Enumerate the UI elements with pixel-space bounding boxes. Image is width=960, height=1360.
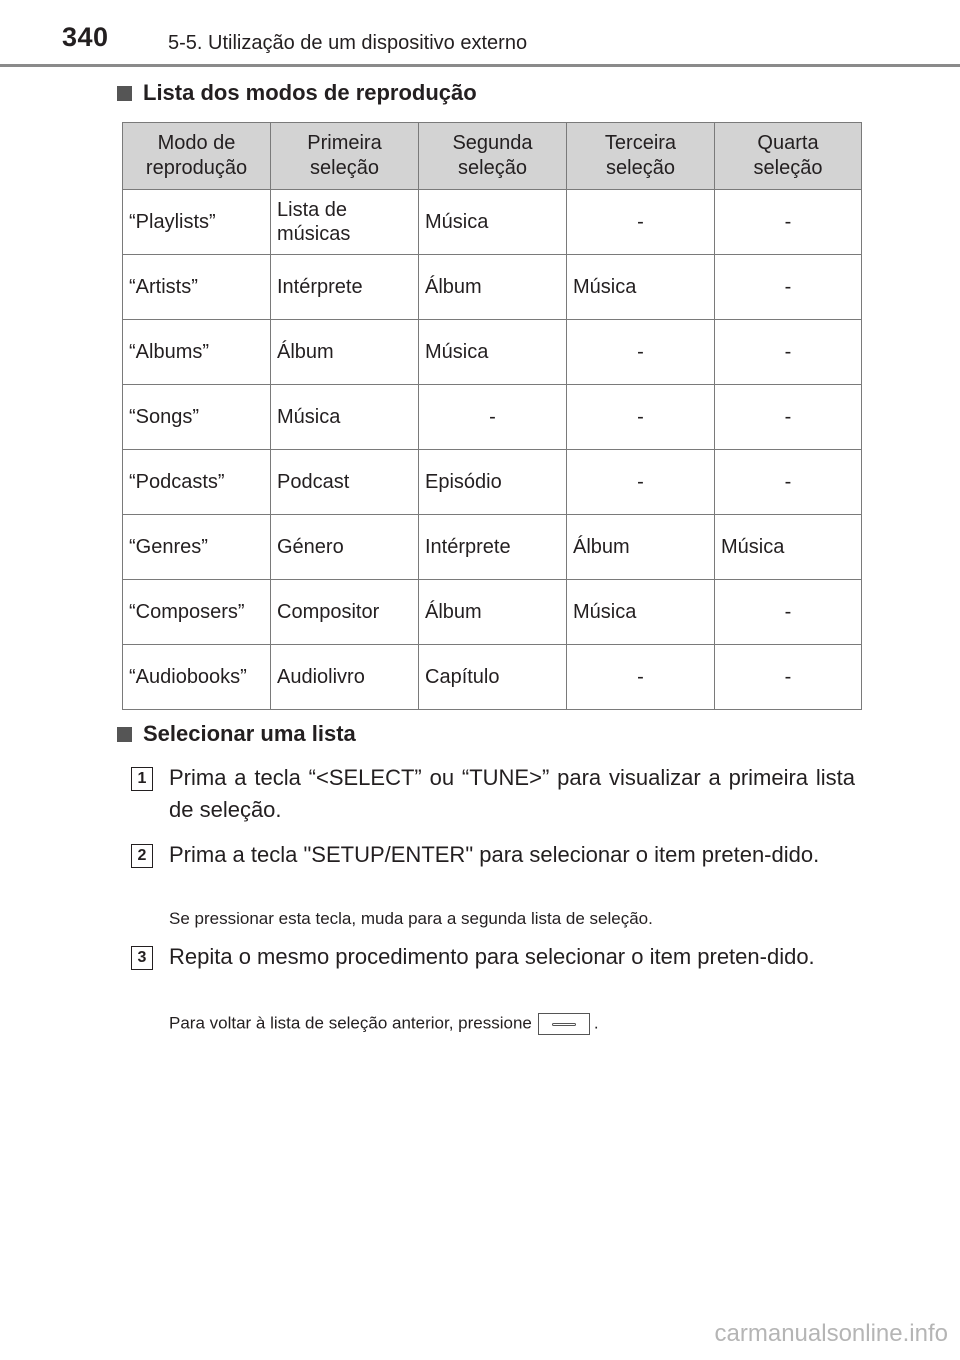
- table-cell: -: [715, 190, 862, 255]
- table-cell: -: [715, 580, 862, 645]
- table-cell: Intérprete: [419, 515, 567, 580]
- table-row: [123, 645, 862, 710]
- table-header-row: [123, 123, 862, 190]
- table-cell: “Playlists”: [123, 190, 271, 255]
- step-number-3: 3: [131, 946, 153, 970]
- table-cell: -: [567, 320, 715, 385]
- table-cell: “Genres”: [123, 515, 271, 580]
- step-note-3-end: .: [593, 1013, 599, 1033]
- column-header: [419, 123, 567, 190]
- column-header-line: Terceira: [604, 132, 677, 154]
- table-row: [123, 255, 862, 320]
- table-cell: Capítulo: [419, 645, 567, 710]
- column-header: [715, 123, 862, 190]
- table-row: [123, 580, 862, 645]
- table-cell: Música: [419, 190, 567, 255]
- table-cell: “Podcasts”: [123, 450, 271, 515]
- column-header-line: seleção: [458, 157, 527, 179]
- table-cell: -: [567, 450, 715, 515]
- table-cell: Música: [567, 580, 715, 645]
- step-number-1: 1: [131, 767, 153, 791]
- table-cell: “Audiobooks”: [123, 645, 271, 710]
- playback-modes-table: [122, 122, 862, 710]
- table-cell: -: [715, 255, 862, 320]
- square-bullet-icon: [117, 727, 132, 742]
- header-divider: [0, 64, 960, 67]
- column-header-line: seleção: [606, 157, 675, 179]
- table-cell: Episódio: [419, 450, 567, 515]
- column-header-line: Modo de: [157, 132, 236, 154]
- table-cell: Intérprete: [271, 255, 419, 320]
- table-cell: -: [715, 450, 862, 515]
- table-cell: “Composers”: [123, 580, 271, 645]
- page-header: [0, 0, 960, 70]
- table-row: [123, 515, 862, 580]
- table-row: [123, 190, 862, 255]
- table-cell: “Artists”: [123, 255, 271, 320]
- step-text-2: Prima a tecla "SETUP/ENTER" para selecionar o item preten-dido.: [169, 842, 820, 867]
- table-cell: Álbum: [419, 580, 567, 645]
- section-title-text: Selecionar uma lista: [143, 721, 356, 746]
- column-header-line: Quarta: [757, 132, 819, 154]
- table-cell: -: [419, 385, 567, 450]
- table-cell: -: [715, 385, 862, 450]
- table-cell: -: [715, 320, 862, 385]
- table-cell: -: [567, 645, 715, 710]
- table-row: [123, 320, 862, 385]
- step-note-3: [169, 1013, 599, 1035]
- section-title-select: [117, 721, 356, 747]
- step-note-3-text: Para voltar à lista de seleção anterior, pressione: [169, 1013, 532, 1033]
- table-cell: Música: [419, 320, 567, 385]
- step-text-3: Repita o mesmo procedimento para selecionar o item preten-dido.: [169, 944, 815, 969]
- column-header-line: seleção: [310, 157, 379, 179]
- column-header: [567, 123, 715, 190]
- square-bullet-icon: [117, 86, 132, 101]
- table-cell: Podcast: [271, 450, 419, 515]
- table-cell: Álbum: [271, 320, 419, 385]
- watermark: carmanualsonline.info: [714, 1320, 948, 1347]
- step-number-2: 2: [131, 844, 153, 868]
- table-cell: Audiolivro: [271, 645, 419, 710]
- table-row: [123, 450, 862, 515]
- column-header: [271, 123, 419, 190]
- table-cell: “Albums”: [123, 320, 271, 385]
- table-cell: Compositor: [271, 580, 419, 645]
- column-header-line: reprodução: [145, 157, 248, 179]
- column-header-line: seleção: [753, 157, 823, 179]
- table-row: [123, 385, 862, 450]
- column-header-line: Segunda: [452, 132, 533, 154]
- step-note-2: Se pressionar esta tecla, muda para a segunda lista de seleção.: [169, 909, 653, 928]
- page-number: 340: [62, 22, 109, 52]
- table-cell: Música: [567, 255, 715, 320]
- table-cell: Álbum: [419, 255, 567, 320]
- table-cell: -: [567, 190, 715, 255]
- chapter-title: 5-5. Utilização de um dispositivo externo: [168, 32, 528, 54]
- table-cell: -: [715, 645, 862, 710]
- table-cell: -: [567, 385, 715, 450]
- back-button-icon: [538, 1013, 590, 1035]
- column-header-line: Primeira: [307, 132, 382, 154]
- table-cell: Género: [271, 515, 419, 580]
- table-cell: Lista de músicas: [271, 190, 419, 255]
- table-cell: Música: [271, 385, 419, 450]
- section-title-text: Lista dos modos de reprodução: [143, 80, 477, 105]
- table-body: [123, 190, 862, 710]
- step-text-1: Prima a tecla “<SELECT” ou “TUNE>” para visualizar a primeira lista de seleção.: [169, 765, 855, 822]
- table-cell: “Songs”: [123, 385, 271, 450]
- table-cell: Álbum: [567, 515, 715, 580]
- column-header: [123, 123, 271, 190]
- table-cell: Música: [715, 515, 862, 580]
- section-title-modes: [117, 80, 477, 106]
